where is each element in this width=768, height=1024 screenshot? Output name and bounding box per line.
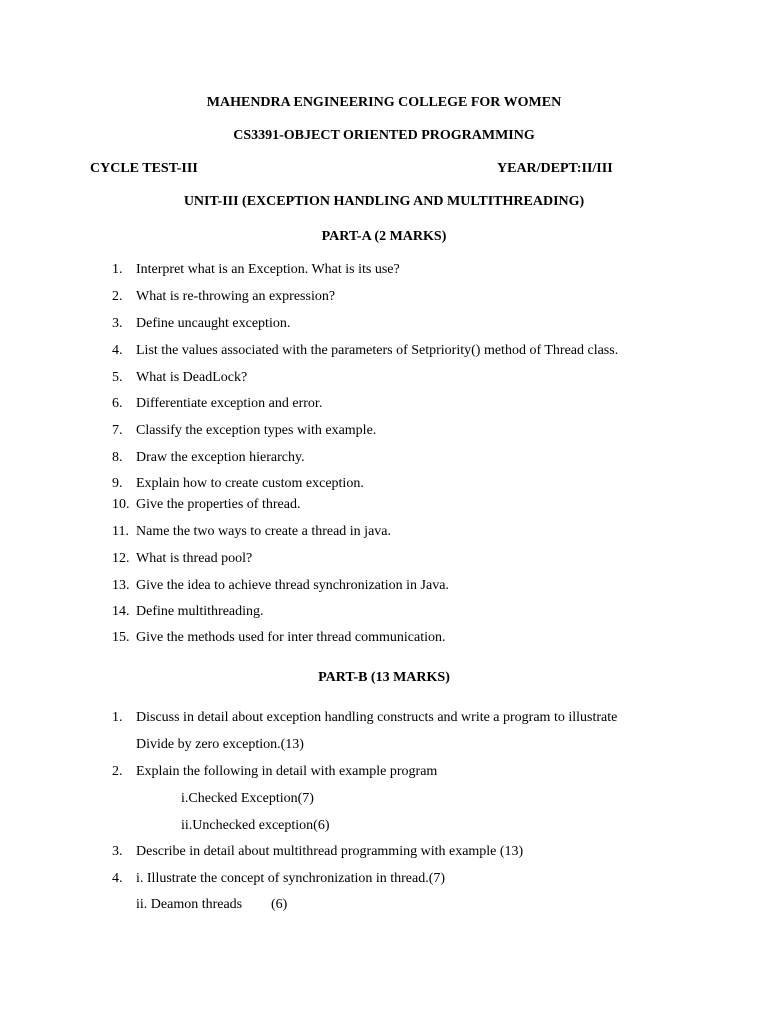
part-b-title: PART-B (13 MARKS): [318, 670, 450, 685]
question-number: 5.: [112, 370, 123, 385]
sub-question: ii.Unchecked exception(6): [181, 818, 330, 833]
question-text: Give the properties of thread.: [136, 497, 301, 512]
question-number: 14.: [112, 604, 130, 619]
question-text: Define uncaught exception.: [136, 316, 291, 331]
question-text: i. Illustrate the concept of synchronization in thread.(7): [136, 871, 446, 886]
question-number: 2.: [112, 289, 123, 304]
question-number: 12.: [112, 551, 130, 566]
question-text: Classify the exception types with example.: [136, 423, 377, 438]
question-text: What is re-throwing an expression?: [136, 289, 336, 304]
question-text: Give the idea to achieve thread synchronization in Java.: [136, 578, 449, 593]
question-text: What is thread pool?: [136, 551, 253, 566]
question-text: Discuss in detail about exception handling constructs and write a program to illustrate: [136, 710, 618, 725]
question-number: 11.: [112, 524, 129, 539]
question-number: 6.: [112, 396, 123, 411]
college-name: MAHENDRA ENGINEERING COLLEGE FOR WOMEN: [206, 95, 562, 110]
part-a-title: PART-A (2 MARKS): [321, 229, 447, 244]
question-number: 1.: [112, 710, 123, 725]
question-number: 9.: [112, 476, 123, 491]
question-number: 4.: [112, 871, 123, 886]
question-text: Differentiate exception and error.: [136, 396, 323, 411]
sub-question-marks: (6): [271, 897, 288, 912]
question-number: 4.: [112, 343, 123, 358]
question-text: Define multithreading.: [136, 604, 264, 619]
question-number: 10.: [112, 497, 130, 512]
year-dept: YEAR/DEPT:II/III: [497, 161, 613, 176]
sub-question: i.Checked Exception(7): [181, 791, 314, 806]
question-number: 3.: [112, 316, 123, 331]
test-name: CYCLE TEST-III: [90, 161, 198, 176]
question-number: 13.: [112, 578, 130, 593]
question-number: 7.: [112, 423, 123, 438]
question-number: 1.: [112, 262, 123, 277]
question-number: 3.: [112, 844, 123, 859]
question-text: What is DeadLock?: [136, 370, 248, 385]
question-number: 15.: [112, 630, 130, 645]
question-text: Draw the exception hierarchy.: [136, 450, 305, 465]
unit-title: UNIT-III (EXCEPTION HANDLING AND MULTITHREADING): [183, 194, 585, 209]
question-text: Explain the following in detail with example program: [136, 764, 438, 779]
question-text: Describe in detail about multithread programming with example (13): [136, 844, 524, 859]
question-number: 2.: [112, 764, 123, 779]
course-title: CS3391-OBJECT ORIENTED PROGRAMMING: [233, 128, 535, 143]
question-text: Name the two ways to create a thread in java.: [136, 524, 392, 539]
sub-question: ii. Deamon threads: [136, 897, 243, 912]
question-number: 8.: [112, 450, 123, 465]
question-text: List the values associated with the parameters of Setpriority() method of Thread class.: [136, 343, 619, 358]
question-text: Give the methods used for inter thread communication.: [136, 630, 446, 645]
question-text-continued: Divide by zero exception.(13): [136, 737, 304, 752]
question-text: Interpret what is an Exception. What is its use?: [136, 262, 400, 277]
question-text: Explain how to create custom exception.: [136, 476, 364, 491]
